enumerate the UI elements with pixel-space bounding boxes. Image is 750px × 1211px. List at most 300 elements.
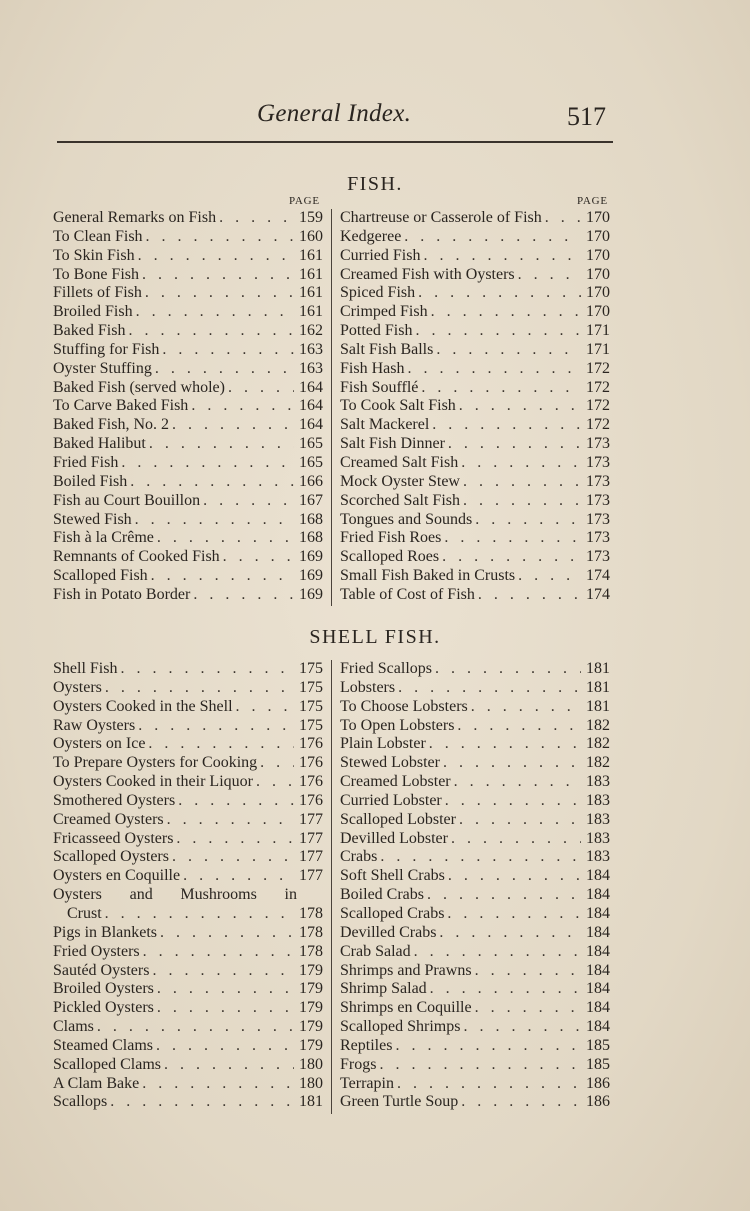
entry-title: Oysters en Coquille <box>53 867 181 885</box>
entry-title: Fricasseed Oysters <box>53 829 174 847</box>
dot-leader <box>223 548 294 566</box>
dot-leader <box>475 962 581 980</box>
header-rule <box>57 141 613 143</box>
dot-leader <box>219 209 294 227</box>
entry-page-number: 176 <box>299 791 323 809</box>
dot-leader <box>164 1056 294 1074</box>
entry-title: Salt Fish Dinner <box>340 435 445 453</box>
entry-page-number: 172 <box>586 397 610 415</box>
dot-leader <box>475 511 581 529</box>
index-entry <box>340 867 610 886</box>
dot-leader <box>448 435 581 453</box>
index-entry <box>53 397 323 416</box>
entry-page-number: 181 <box>586 660 610 677</box>
entry-page-number: 184 <box>586 923 610 941</box>
entry-page-number: 181 <box>586 697 610 715</box>
dot-leader <box>463 473 581 491</box>
entry-page-number: 178 <box>299 942 323 960</box>
entry-title: Pigs in Blankets <box>53 923 158 941</box>
entry-page-number: 171 <box>586 340 610 358</box>
dot-leader <box>436 341 581 359</box>
entry-title: Oysters on Ice <box>53 735 146 753</box>
index-entry <box>53 867 323 886</box>
index-entry <box>53 473 323 492</box>
running-head <box>52 100 612 134</box>
entry-page-number: 163 <box>299 340 323 358</box>
entry-page-number: 185 <box>586 1036 610 1054</box>
index-entry <box>340 1056 610 1075</box>
dot-leader <box>459 811 581 829</box>
dot-leader <box>459 397 581 415</box>
dot-leader <box>471 698 581 716</box>
index-entry <box>340 435 610 454</box>
dot-leader <box>448 867 581 885</box>
entry-title: Steamed Clams <box>53 1036 153 1054</box>
dot-leader <box>130 473 294 491</box>
entry-title: Creamed Lobster <box>340 773 451 791</box>
entry-title: Baked Fish (served whole) <box>53 378 225 396</box>
dot-leader <box>518 266 581 284</box>
entry-page-number: 184 <box>586 961 610 979</box>
entry-page-number: 161 <box>299 284 323 302</box>
index-entry <box>340 848 610 867</box>
dot-leader <box>398 679 581 697</box>
index-entry <box>340 717 610 736</box>
dot-leader <box>135 511 294 529</box>
dot-leader <box>445 792 581 810</box>
index-entry <box>340 303 610 322</box>
entry-page-number: 172 <box>586 416 610 434</box>
entry-title: Shrimps en Coquille <box>340 999 472 1017</box>
dot-leader <box>379 1056 581 1074</box>
index-entry <box>340 266 610 285</box>
entry-title: Creamed Salt Fish <box>340 453 459 471</box>
dot-leader <box>478 586 581 604</box>
index-entry <box>340 886 610 905</box>
entry-page-number: 185 <box>586 1055 610 1073</box>
entry-title: Scalloped Shrimps <box>340 1018 461 1036</box>
entry-title: Curried Fish <box>340 246 421 264</box>
entry-title: To Carve Baked Fish <box>53 397 189 415</box>
index-entry <box>53 773 323 792</box>
dot-leader <box>172 416 294 434</box>
dot-leader <box>148 735 294 753</box>
entry-page-number: 170 <box>586 303 610 321</box>
entry-title: Baked Fish, No. 2 <box>53 416 169 434</box>
entry-page-number: 179 <box>299 1018 323 1036</box>
entry-title: Shrimps and Prawns <box>340 961 472 979</box>
dot-leader <box>151 567 294 585</box>
index-entry <box>340 247 610 266</box>
dot-leader <box>421 379 581 397</box>
index-entry <box>340 209 610 228</box>
entry-title: Kedgeree <box>340 227 402 245</box>
index-entry <box>53 754 323 773</box>
entry-page-number: 169 <box>299 585 323 603</box>
section-title-fish: FISH. <box>347 173 403 195</box>
dot-leader <box>439 924 581 942</box>
entry-title: Scalloped Fish <box>53 567 148 585</box>
index-entry <box>340 1037 610 1056</box>
dot-leader <box>183 867 294 885</box>
entry-page-number: 178 <box>299 904 323 922</box>
index-entry <box>340 679 610 698</box>
dot-leader <box>121 454 294 472</box>
entry-title: Scalloped Crabs <box>340 904 445 922</box>
index-entry <box>53 247 323 266</box>
entry-page-number: 179 <box>299 961 323 979</box>
entry-title: To Prepare Oysters for Cooking <box>53 754 258 772</box>
index-entry <box>53 830 323 849</box>
index-entry <box>53 698 323 717</box>
entry-title: Fried Oysters <box>53 942 140 960</box>
index-entry <box>340 660 610 679</box>
entry-page-number: 177 <box>299 848 323 866</box>
dot-leader <box>463 1018 581 1036</box>
entry-title: Oysters Cooked in the Shell <box>53 697 233 715</box>
entry-title: Stewed Lobster <box>340 754 440 772</box>
index-entry <box>340 830 610 849</box>
index-entry <box>53 492 323 511</box>
entry-page-number: 183 <box>586 810 610 828</box>
index-entry <box>340 360 610 379</box>
entry-title: Sautéd Oysters <box>53 961 150 979</box>
entry-page-number: 164 <box>299 397 323 415</box>
entry-title: Clams <box>53 1018 94 1036</box>
dot-leader <box>518 567 581 585</box>
index-entry <box>53 360 323 379</box>
index-entry <box>53 228 323 247</box>
index-entry <box>340 529 610 548</box>
entry-title: Fried Fish Roes <box>340 529 442 547</box>
dot-leader <box>138 247 294 265</box>
entry-page-number: 169 <box>299 548 323 566</box>
entry-title: Smothered Oysters <box>53 791 176 809</box>
entry-page-number: 184 <box>586 999 610 1017</box>
index-entry <box>340 754 610 773</box>
index-entry <box>53 717 323 736</box>
dot-leader <box>105 905 294 923</box>
column-divider-fish <box>331 209 332 606</box>
index-entry <box>340 284 610 303</box>
dot-leader <box>236 698 294 716</box>
index-entry <box>53 529 323 548</box>
entry-title: Stuffing for Fish <box>53 340 160 358</box>
entry-title: Fish à la Crême <box>53 529 154 547</box>
index-entry <box>340 999 610 1018</box>
entry-title: Raw Oysters <box>53 716 136 734</box>
entry-title: Remnants of Cooked Fish <box>53 548 220 566</box>
entry-page-number: 183 <box>586 829 610 847</box>
index-entry <box>340 586 610 605</box>
entry-title: Oyster Stuffing <box>53 359 152 377</box>
entry-title: Broiled Oysters <box>53 980 154 998</box>
entry-page-number: 170 <box>586 209 610 226</box>
entry-page-number: 182 <box>586 716 610 734</box>
dot-leader <box>155 360 294 378</box>
index-entry <box>340 454 610 473</box>
dot-leader <box>156 1037 294 1055</box>
dot-leader <box>395 1037 581 1055</box>
entry-page-number: 165 <box>299 435 323 453</box>
column-divider-shell-fish <box>331 660 332 1114</box>
dot-leader <box>431 303 581 321</box>
index-entry <box>53 660 323 679</box>
entry-title: Boiled Crabs <box>340 886 424 904</box>
index-entry <box>53 924 323 943</box>
entry-title: To Skin Fish <box>53 246 135 264</box>
entry-title: Frogs <box>340 1055 377 1073</box>
entry-title: Fish au Court Bouillon <box>53 491 201 509</box>
index-entry <box>340 792 610 811</box>
entry-page-number: 168 <box>299 510 323 528</box>
entry-title: Crab Salad <box>340 942 411 960</box>
index-entry <box>340 416 610 435</box>
index-entry <box>340 341 610 360</box>
entry-page-number: 163 <box>299 359 323 377</box>
entry-page-number: 176 <box>299 754 323 772</box>
entry-title: Boiled Fish <box>53 472 128 490</box>
dot-leader <box>447 905 581 923</box>
entry-title: Fried Scallops <box>340 660 432 677</box>
entry-page-number: 184 <box>586 1018 610 1036</box>
entry-page-number: 172 <box>586 359 610 377</box>
dot-leader <box>444 529 581 547</box>
entry-title: Crust <box>67 904 102 922</box>
index-entry <box>340 811 610 830</box>
dot-leader <box>260 754 294 772</box>
entry-title: To Clean Fish <box>53 227 143 245</box>
index-entry <box>53 980 323 999</box>
entry-page-number: 159 <box>299 209 323 226</box>
entry-page-number: 183 <box>586 848 610 866</box>
entry-title: A Clam Bake <box>53 1074 140 1092</box>
entry-page-number: 184 <box>586 886 610 904</box>
entry-page-number: 161 <box>299 303 323 321</box>
entry-page-number: 171 <box>586 322 610 340</box>
entry-page-number: 170 <box>586 284 610 302</box>
dot-leader <box>380 848 581 866</box>
dot-leader <box>176 830 294 848</box>
dot-leader <box>105 679 294 697</box>
dot-leader <box>432 416 581 434</box>
entry-page-number: 183 <box>586 791 610 809</box>
dot-leader <box>457 717 581 735</box>
entry-page-number: 172 <box>586 378 610 396</box>
entry-title: Small Fish Baked in Crusts <box>340 567 516 585</box>
index-entry <box>53 303 323 322</box>
entry-page-number: 179 <box>299 999 323 1017</box>
index-entry <box>53 886 323 905</box>
entry-title: Fried Fish <box>53 453 119 471</box>
entry-page-number: 180 <box>299 1055 323 1073</box>
index-entry <box>53 1018 323 1037</box>
dot-leader <box>397 1075 581 1093</box>
dot-leader <box>167 811 294 829</box>
entry-title: Potted Fish <box>340 322 413 340</box>
fish-left-column <box>53 209 323 605</box>
index-entry <box>53 1037 323 1056</box>
entry-page-number: 167 <box>299 491 323 509</box>
entry-page-number: 179 <box>299 1036 323 1054</box>
dot-leader <box>430 980 581 998</box>
entry-page-number: 165 <box>299 453 323 471</box>
dot-leader <box>429 735 581 753</box>
index-entry <box>53 341 323 360</box>
entry-page-number: 173 <box>586 529 610 547</box>
index-entry <box>53 1056 323 1075</box>
entry-page-number: 173 <box>586 548 610 566</box>
entry-page-number: 177 <box>299 829 323 847</box>
index-entry <box>340 397 610 416</box>
entry-page-number: 177 <box>299 867 323 885</box>
entry-title: Tongues and Sounds <box>340 510 473 528</box>
index-entry <box>340 473 610 492</box>
index-entry <box>53 1093 323 1112</box>
entry-page-number: 175 <box>299 716 323 734</box>
entry-title: Lobsters <box>340 678 396 696</box>
dot-leader <box>178 792 294 810</box>
dot-leader <box>146 228 294 246</box>
entry-title: Shrimp Salad <box>340 980 427 998</box>
entry-title: General Remarks on Fish <box>53 209 217 226</box>
entry-title: Creamed Oysters <box>53 810 164 828</box>
entry-title: Baked Halibut <box>53 435 146 453</box>
shell-fish-left-column <box>53 660 323 1112</box>
dot-leader <box>97 1018 294 1036</box>
dot-leader <box>256 773 294 791</box>
entry-title: Crimped Fish <box>340 303 428 321</box>
index-entry <box>340 548 610 567</box>
dot-leader <box>157 980 294 998</box>
dot-leader <box>463 492 581 510</box>
dot-leader <box>404 228 581 246</box>
dot-leader <box>415 322 581 340</box>
entry-title: Fish Soufflé <box>340 378 419 396</box>
index-entry <box>53 416 323 435</box>
dot-leader <box>418 284 581 302</box>
entry-page-number: 184 <box>586 904 610 922</box>
entry-title: Oysters and Mushrooms in <box>53 886 297 904</box>
entry-page-number: 174 <box>586 567 610 585</box>
page-number: 517 <box>567 102 606 131</box>
dot-leader <box>451 830 581 848</box>
entry-title: Shell Fish <box>53 660 118 677</box>
entry-title: Scalloped Roes <box>340 548 440 566</box>
dot-leader <box>191 397 294 415</box>
entry-page-number: 177 <box>299 810 323 828</box>
index-entry <box>340 567 610 586</box>
entry-page-number: 180 <box>299 1074 323 1092</box>
dot-leader <box>461 1093 581 1111</box>
dot-leader <box>228 379 294 397</box>
dot-leader <box>160 924 294 942</box>
entry-title: Mock Oyster Stew <box>340 472 460 490</box>
index-entry <box>340 905 610 924</box>
entry-title: Pickled Oysters <box>53 999 154 1017</box>
entry-title: Scalloped Clams <box>53 1055 161 1073</box>
entry-page-number: 181 <box>299 1093 323 1111</box>
entry-title: Salt Fish Balls <box>340 340 434 358</box>
index-entry <box>53 735 323 754</box>
entry-page-number: 175 <box>299 660 323 677</box>
dot-leader <box>110 1093 294 1111</box>
dot-leader <box>157 999 294 1017</box>
dot-leader <box>120 660 294 678</box>
dot-leader <box>142 1075 294 1093</box>
dot-leader <box>414 943 581 961</box>
entry-title: Scallops <box>53 1093 108 1111</box>
dot-leader <box>138 717 294 735</box>
section-title-shell-fish: SHELL FISH. <box>309 626 441 648</box>
index-entry <box>340 962 610 981</box>
index-entry <box>340 924 610 943</box>
entry-page-number: 173 <box>586 491 610 509</box>
index-entry <box>340 322 610 341</box>
dot-leader <box>443 754 581 772</box>
entry-title: Scalloped Oysters <box>53 848 169 866</box>
index-entry <box>53 792 323 811</box>
entry-page-number: 173 <box>586 435 610 453</box>
entry-page-number: 161 <box>299 265 323 283</box>
entry-page-number: 174 <box>586 585 610 603</box>
entry-title: Salt Mackerel <box>340 416 430 434</box>
index-entry <box>340 379 610 398</box>
entry-title: Scorched Salt Fish <box>340 491 460 509</box>
shell-fish-right-column <box>340 660 610 1112</box>
dot-leader <box>203 492 294 510</box>
entry-page-number: 179 <box>299 980 323 998</box>
entry-title: To Choose Lobsters <box>340 697 468 715</box>
dot-leader <box>435 660 581 678</box>
index-entry <box>53 567 323 586</box>
entry-page-number: 175 <box>299 678 323 696</box>
index-entry <box>53 379 323 398</box>
index-entry <box>53 1075 323 1094</box>
entry-page-number: 161 <box>299 246 323 264</box>
index-entry <box>53 266 323 285</box>
entry-title: Plain Lobster <box>340 735 426 753</box>
index-entry <box>340 228 610 247</box>
entry-page-number: 173 <box>586 453 610 471</box>
dot-leader <box>454 773 581 791</box>
dot-leader <box>143 943 294 961</box>
entry-title: Green Turtle Soup <box>340 1093 459 1111</box>
index-entry <box>340 1093 610 1112</box>
dot-leader <box>461 454 581 472</box>
entry-page-number: 162 <box>299 322 323 340</box>
entry-page-number: 184 <box>586 980 610 998</box>
entry-title: To Open Lobsters <box>340 716 455 734</box>
dot-leader <box>152 962 294 980</box>
index-entry <box>53 999 323 1018</box>
dot-leader <box>136 303 294 321</box>
entry-title: Oysters <box>53 678 102 696</box>
entry-title: Table of Cost of Fish <box>340 585 475 603</box>
index-entry <box>53 548 323 567</box>
entry-title: Fillets of Fish <box>53 284 142 302</box>
dot-leader <box>193 586 294 604</box>
entry-title: Fish Hash <box>340 359 405 377</box>
entry-page-number: 164 <box>299 416 323 434</box>
entry-page-number: 184 <box>586 942 610 960</box>
entry-title: Stewed Fish <box>53 510 132 528</box>
entry-page-number: 186 <box>586 1074 610 1092</box>
entry-title: Soft Shell Crabs <box>340 867 445 885</box>
fish-right-column <box>340 209 610 605</box>
index-entry <box>53 435 323 454</box>
index-entry <box>340 492 610 511</box>
